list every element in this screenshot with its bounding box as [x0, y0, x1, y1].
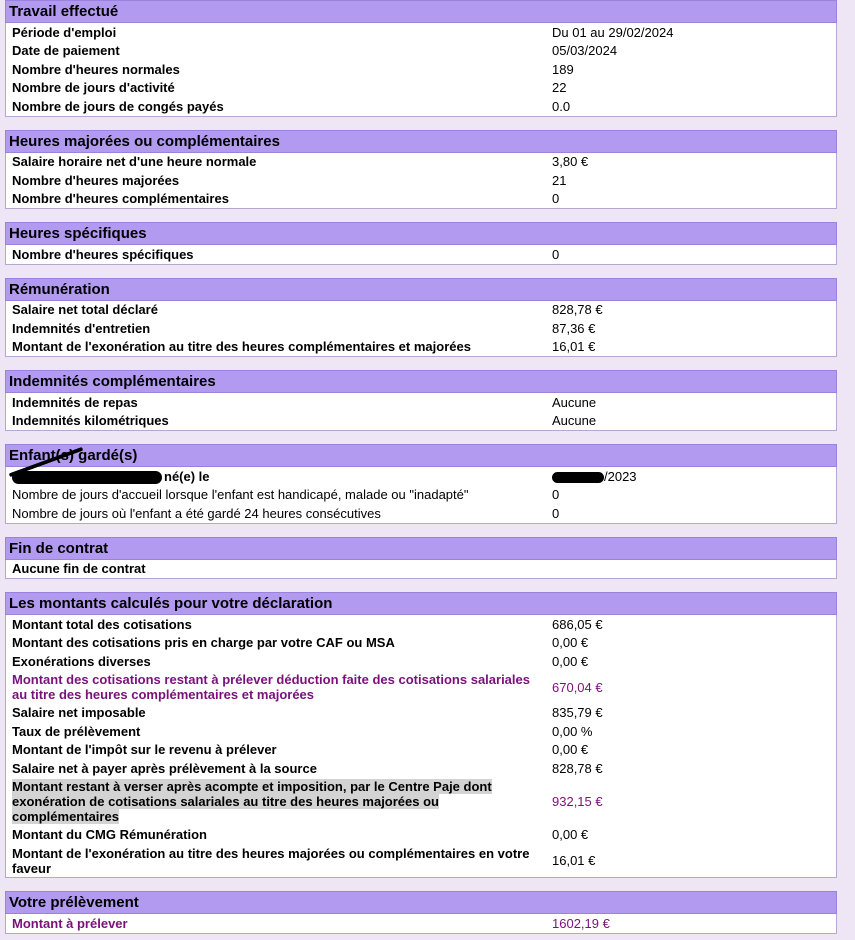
- section-enfants: [5, 444, 837, 524]
- row-value: 21: [552, 172, 567, 188]
- row-periode-emploi: [6, 23, 836, 42]
- row-value: 686,05 €: [552, 616, 603, 632]
- row-label: Salaire net total déclaré: [12, 302, 158, 318]
- row-label: Période d'emploi: [12, 24, 117, 40]
- section-title: Fin de contrat: [5, 537, 837, 560]
- row-impot-revenu: [6, 741, 836, 760]
- section-title: Rémunération: [5, 278, 837, 301]
- section-remuneration: [5, 278, 837, 358]
- row-label: Aucune fin de contrat: [12, 561, 146, 577]
- row-value: 0: [552, 246, 560, 262]
- row-cotisations-restant: [6, 671, 836, 704]
- row-value: 1602,19 €: [552, 915, 610, 931]
- row-value: 189: [552, 61, 574, 77]
- row-label: Salaire net imposable: [12, 705, 146, 721]
- section-indemnites: [5, 370, 837, 431]
- row-label: [6, 468, 546, 485]
- row-label: Montant de l'exonération au titre des heures complémentaires et majorées: [12, 339, 471, 355]
- section-heures-majorees: [5, 130, 837, 210]
- section-travail: [5, 0, 837, 117]
- row-label: Nombre de jours où l'enfant a été gardé 24 heures consécutives: [12, 505, 381, 521]
- row-value: 05/03/2024: [552, 43, 618, 59]
- row-taux-prelevement: [6, 722, 836, 741]
- row-enfant-naissance: [6, 467, 836, 486]
- row-value: 87,36 €: [552, 320, 596, 336]
- row-value: 828,78 €: [552, 760, 603, 776]
- row-label: Date de paiement: [12, 43, 120, 59]
- section-fin-contrat: [5, 537, 837, 580]
- row-exoneration-faveur: [6, 844, 836, 877]
- section-montants: [5, 592, 837, 878]
- declaration-summary: [5, 0, 837, 934]
- child-label-suffix: né(e) le: [164, 468, 210, 484]
- row-cotisations-caf: [6, 634, 836, 653]
- row-conges-payes: [6, 97, 836, 116]
- row-value: 3,80 €: [552, 154, 589, 170]
- row-value: 0.0: [552, 98, 571, 114]
- row-label: Nombre de jours de congés payés: [12, 98, 224, 114]
- row-value: 0,00 €: [552, 742, 589, 758]
- row-heures-complementaires: [6, 190, 836, 209]
- row-value: 670,04 €: [552, 679, 603, 695]
- row-salaire-net-payer: [6, 759, 836, 778]
- section-title: Enfant(s) gardé(s): [5, 444, 837, 467]
- row-label: Montant de l'impôt sur le revenu à prélever: [12, 742, 277, 758]
- section-title: Travail effectué: [5, 0, 837, 23]
- row-jours-24h: [6, 504, 836, 523]
- row-value: Aucune: [552, 413, 597, 429]
- row-cmg-remuneration: [6, 826, 836, 845]
- section-title: Les montants calculés pour votre déclaration: [5, 592, 837, 615]
- row-value: 0,00 €: [552, 827, 589, 843]
- row-value: Aucune: [552, 394, 597, 410]
- row-salaire-imposable: [6, 704, 836, 723]
- row-label: Salaire net à payer après prélèvement à la source: [12, 760, 317, 776]
- row-value: 828,78 €: [552, 302, 603, 318]
- section-prelevement: [5, 891, 837, 934]
- row-salaire-net-total: [6, 301, 836, 320]
- row-montant-restant: [6, 778, 836, 826]
- row-exoneration: [6, 338, 836, 357]
- row-label: Nombre de jours d'activité: [12, 80, 175, 96]
- row-indemnites-repas: [6, 393, 836, 412]
- row-label: Montant à prélever: [12, 915, 128, 931]
- row-label: Montant de l'exonération au titre des heures majorées ou complémentaires en votre faveur: [12, 845, 530, 876]
- row-label: Nombre d'heures complémentaires: [12, 191, 229, 207]
- row-label: Nombre d'heures majorées: [12, 172, 180, 188]
- section-title: Heures spécifiques: [5, 222, 837, 245]
- row-value: 0,00 €: [552, 653, 589, 669]
- row-value: 0: [552, 487, 560, 503]
- row-value: 932,15 €: [552, 794, 603, 809]
- row-label: Montant total des cotisations: [12, 616, 192, 632]
- row-jours-activite: [6, 79, 836, 98]
- row-label: [6, 778, 546, 825]
- row-value: 22: [552, 80, 567, 96]
- row-value: 0,00 €: [552, 635, 589, 651]
- section-title: Heures majorées ou complémentaires: [5, 130, 837, 153]
- row-label: Taux de prélèvement: [12, 723, 141, 739]
- row-date-paiement: [6, 42, 836, 61]
- row-value: Du 01 au 29/02/2024: [552, 24, 674, 40]
- row-label: Indemnités de repas: [12, 394, 138, 410]
- child-date-suffix: /2023: [604, 468, 637, 484]
- row-value: 0,00 %: [552, 723, 593, 739]
- row-label: Salaire horaire net d'une heure normale: [12, 154, 257, 170]
- section-heures-specifiques: [5, 222, 837, 265]
- row-value: [546, 469, 836, 484]
- row-label: Indemnités d'entretien: [12, 320, 151, 336]
- row-heures-normales: [6, 60, 836, 79]
- section-title: Indemnités complémentaires: [5, 370, 837, 393]
- row-label: Nombre de jours d'accueil lorsque l'enfant est handicapé, malade ou "inadapté": [12, 487, 469, 503]
- row-label: Nombre d'heures spécifiques: [12, 246, 194, 262]
- row-heures-majorees: [6, 171, 836, 190]
- row-fin-contrat: [6, 560, 836, 579]
- redaction-mark: [12, 471, 162, 484]
- redaction-mark: [552, 472, 604, 483]
- row-label: Montant des cotisations pris en charge par votre CAF ou MSA: [12, 635, 395, 651]
- row-value: 835,79 €: [552, 705, 603, 721]
- row-value: 0: [552, 505, 560, 521]
- row-label: Exonérations diverses: [12, 653, 151, 669]
- row-total-cotisations: [6, 615, 836, 634]
- row-jours-accueil-handicap: [6, 486, 836, 505]
- row-heures-specifiques: [6, 245, 836, 264]
- row-exonerations-diverses: [6, 652, 836, 671]
- row-indemnites-km: [6, 412, 836, 431]
- section-title: Votre prélèvement: [5, 891, 837, 914]
- row-label: Montant des cotisations restant à prélever déduction faite des cotisations salariales au titre des heures complémentaires et majorées: [12, 672, 530, 702]
- row-salaire-horaire: [6, 153, 836, 172]
- row-value: 16,01 €: [552, 339, 596, 355]
- row-label: Indemnités kilométriques: [12, 413, 169, 429]
- row-label: Montant du CMG Rémunération: [12, 827, 207, 843]
- row-label: Nombre d'heures normales: [12, 61, 180, 77]
- row-indemnites-entretien: [6, 319, 836, 338]
- row-value: 0: [552, 191, 560, 207]
- highlighted-label: Montant restant à verser après acompte et imposition, par le Centre Paje dont exonération de cotisations salariales au titre des heures majorées ou complémentaires: [12, 779, 492, 824]
- row-montant-prelever: [6, 914, 836, 933]
- row-value: 16,01 €: [552, 853, 596, 868]
